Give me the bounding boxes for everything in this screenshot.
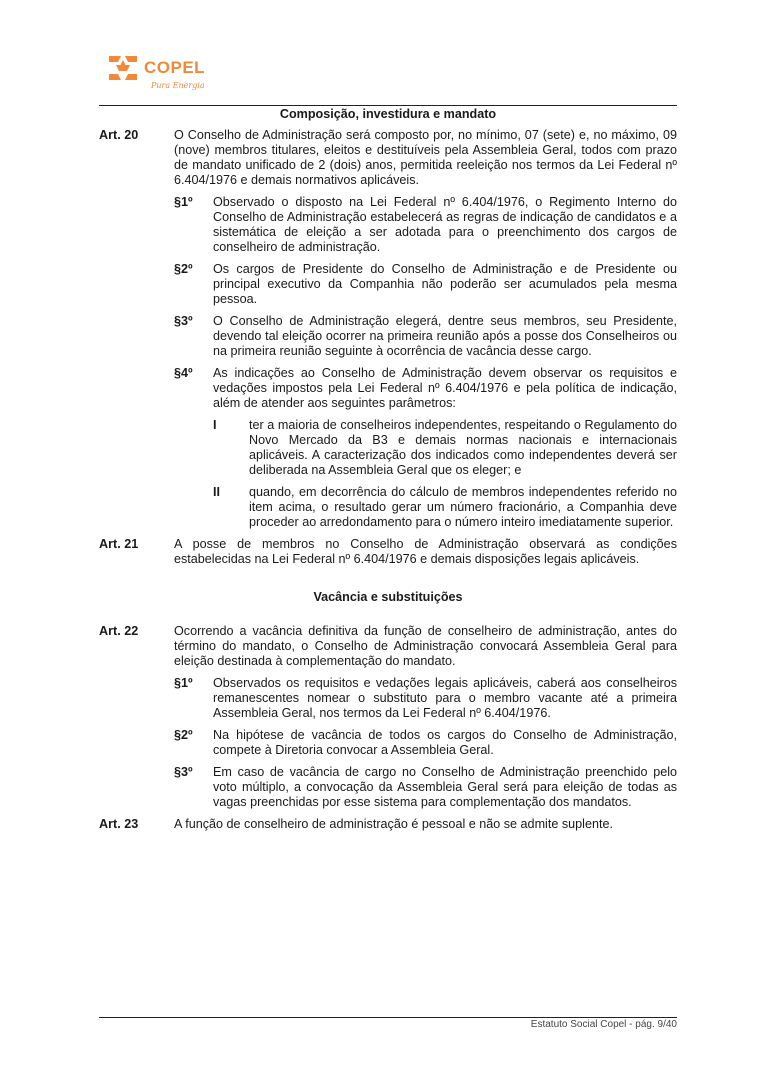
item-number: I — [213, 418, 217, 432]
paragraph-text: Em caso de vacância de cargo no Conselho de Administração preenchido pelo voto múltiplo, a convocação da Assembleia Geral será para eleição de todas as vagas preenchidas por esse sistema para complementação dos mandatos. — [213, 765, 677, 809]
header-divider — [99, 105, 677, 106]
list-item — [213, 418, 677, 478]
item-number: II — [213, 485, 220, 499]
article-number: Art. 21 — [99, 537, 139, 551]
section-title-vacancia: Vacância e substituições — [313, 590, 463, 604]
article-text: A função de conselheiro de administração é pessoal e não se admite suplente. — [174, 817, 613, 831]
footer-divider — [99, 1017, 677, 1018]
paragraph — [174, 195, 677, 255]
paragraph-number: §3º — [174, 314, 193, 328]
article-21 — [99, 537, 677, 567]
paragraph-text: As indicações ao Conselho de Administração devem observar os requisitos e vedações impostos pela Lei Federal nº 6.404/1976 e pela política de indicação, além de atender aos seguintes parâmetros: — [213, 366, 677, 410]
article-23 — [99, 817, 677, 832]
paragraph — [174, 262, 677, 307]
item-text: quando, em decorrência do cálculo de membros independentes referido no item acima, o resultado gerar um número fracionário, a Companhia deve proceder ao arredondamento para o número inteiro imediatamente superior. — [249, 485, 677, 529]
section-title-composicao: Composição, investidura e mandato — [279, 107, 497, 121]
article-text: Ocorrendo a vacância definitiva da função de conselheiro de administração, antes do término do mandato, o Conselho de Administração convocará Assembleia Geral para eleição destinada à complementação do mandato. — [174, 624, 677, 668]
article-number: Art. 23 — [99, 817, 139, 831]
paragraph — [174, 314, 677, 359]
paragraph-text: Na hipótese de vacância de todos os cargos do Conselho de Administração, compete à Diretoria convocar a Assembleia Geral. — [213, 728, 677, 757]
article-text: A posse de membros no Conselho de Administração observará as condições estabelecidas na Lei Federal nº 6.404/1976 e demais disposições legais aplicáveis. — [174, 537, 677, 566]
item-text: ter a maioria de conselheiros independentes, respeitando o Regulamento do Novo Mercado da B3 e demais normas nacionais e internacionais aplicáveis. A caracterização dos indicados como independentes deverá ser deliberada na Assembleia Geral que os eleger; e — [249, 418, 677, 477]
paragraph — [174, 765, 677, 810]
list-item — [213, 485, 677, 530]
logo-tagline: Pura Energia — [151, 81, 205, 90]
paragraph — [174, 728, 677, 758]
copel-logo-icon — [107, 54, 139, 84]
paragraph-text: Observado o disposto na Lei Federal nº 6.404/1976, o Regimento Interno do Conselho de Administração estabelecerá as regras de indicação de candidatos e a sistemática de eleição a ser adotada para o preenchimento dos cargos de conselheiro de administração. — [213, 195, 677, 254]
copel-logo — [107, 52, 217, 100]
article-text: O Conselho de Administração será composto por, no mínimo, 07 (sete) e, no máximo, 09 (nove) membros titulares, eleitos e destituíveis pela Assembleia Geral, todos com prazo de mandato unificado de 2 (dois) anos, permitida reeleição nos termos da Lei Federal nº 6.404/1976 e demais normativos aplicáveis. — [174, 128, 677, 187]
paragraph-text: Os cargos de Presidente do Conselho de Administração e de Presidente ou principal executivo da Companhia não poderão ser acumulados pela mesma pessoa. — [213, 262, 677, 306]
page-footer: Estatuto Social Copel - pág. 9/40 — [530, 1019, 677, 1030]
article-number: Art. 20 — [99, 128, 139, 142]
paragraph-number: §1º — [174, 195, 193, 209]
article-22 — [99, 624, 677, 669]
article-number: Art. 22 — [99, 624, 139, 638]
article-20 — [99, 128, 677, 188]
paragraph — [174, 676, 677, 721]
document-body — [99, 107, 677, 832]
paragraph-number: §1º — [174, 676, 193, 690]
paragraph-number: §2º — [174, 262, 193, 276]
paragraph-number: §4º — [174, 366, 193, 380]
paragraph-number: §2º — [174, 728, 193, 742]
paragraph — [174, 366, 677, 411]
paragraph-text: Observados os requisitos e vedações legais aplicáveis, caberá aos conselheiros remanescentes nomear o substituto para o membro vacante até a primeira Assembleia Geral, nos termos da Lei Federal nº 6.404/1976. — [213, 676, 677, 720]
logo-wordmark: COPEL — [144, 58, 206, 77]
paragraph-number: §3º — [174, 765, 193, 779]
paragraph-text: O Conselho de Administração elegerá, dentre seus membros, seu Presidente, devendo tal eleição ocorrer na primeira reunião após a posse dos Conselheiros ou na primeira reunião seguinte à ocorrência de vacância desse cargo. — [213, 314, 677, 358]
